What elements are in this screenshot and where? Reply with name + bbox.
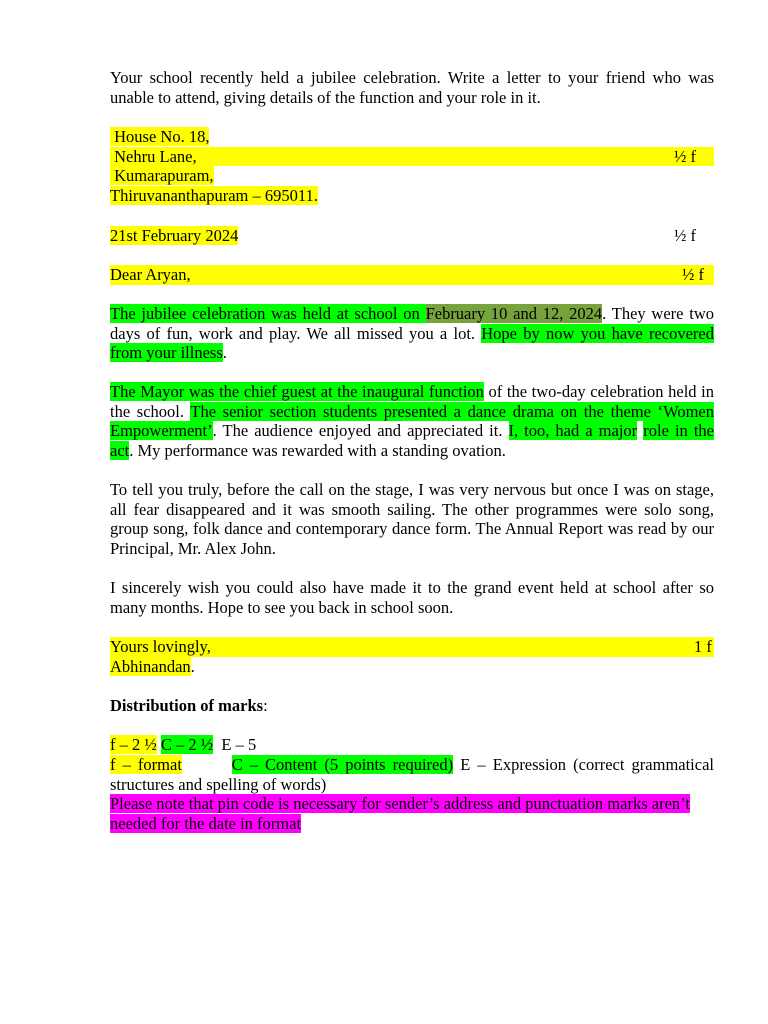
p1-text: . They were two days of fun, work and play. We all missed you a lot. <box>110 304 714 343</box>
signature-end: . <box>190 656 195 676</box>
p1-content-point-2: Hope by now you have recovered from your illness <box>110 323 714 363</box>
address-line-2-bar <box>110 147 714 167</box>
date-format-mark: ½ f <box>674 226 696 245</box>
salutation-format-mark: ½ f <box>682 265 704 284</box>
p2-text-3: . My performance was rewarded with a standing ovation. <box>129 440 506 460</box>
question-prompt <box>110 68 714 107</box>
address-line-3: Kumarapuram, <box>110 166 214 186</box>
p3-text: To tell you truly, before the call on the stage, I was very nervous but once I was on stage, all fear disappeared and it was smooth sailing. The other programmes were solo song, group song, folk dance and contemporary dance form. The Annual Report was read by our Principal, Mr. Alex John. <box>110 480 714 558</box>
p2-content-point-4: role in the act <box>110 421 714 460</box>
p1-end: . <box>222 343 227 363</box>
paragraph-1 <box>110 304 714 363</box>
p1-content-point: The jubilee celebration was held at school on <box>110 304 426 323</box>
expression-total: E – 5 <box>221 735 257 754</box>
closing <box>110 637 714 676</box>
content-definition: C – Content (5 points required) <box>231 755 454 774</box>
p2-text-2: . The audience enjoyed and appreciated it. <box>212 421 509 441</box>
p4-text: I sincerely wish you could also have made it to the grand event held at school after so many months. Hope to see you back in school soon. <box>110 578 714 617</box>
p2-text-1: of the two-day celebration held in the school. <box>110 382 714 421</box>
sender-address <box>110 127 714 205</box>
marks-heading-text: Distribution of marks <box>110 696 264 715</box>
paragraph-2 <box>110 382 714 460</box>
address-line-1: House No. 18, <box>110 127 210 146</box>
salutation-bar <box>110 265 714 285</box>
closing-text: Yours lovingly, <box>110 637 211 656</box>
p2-content-point-3: I, too, had a major <box>508 421 638 441</box>
marks-totals <box>110 735 714 755</box>
signature-name: Abhinandan <box>110 656 191 676</box>
address-format-mark: ½ f <box>674 146 696 166</box>
date-text: 21st February 2024 <box>110 226 239 245</box>
salutation <box>110 265 714 285</box>
content-total: C – 2 ½ <box>160 735 214 754</box>
marks-note <box>110 794 714 833</box>
note-text: Please note that pin code is necessary for sender’s address and punctuation marks aren’t needed for the date in format <box>110 794 690 833</box>
p1-event-dates: February 10 and 12, 2024 <box>425 304 603 323</box>
address-line-2: Nehru Lane, <box>110 146 197 166</box>
marks-definitions <box>110 755 714 794</box>
p2-content-point-2: The senior section students presented a dance drama on the theme ‘Women Empowerment’ <box>110 401 714 441</box>
letter-date <box>110 226 714 246</box>
format-definition: f – format <box>110 755 182 774</box>
marks-heading-colon: : <box>263 696 268 715</box>
format-total: f – 2 ½ <box>110 735 157 754</box>
p2-content-point-1: The Mayor was the chief guest at the inaugural function <box>110 382 484 401</box>
address-line-4: Thiruvananthapuram – 695011. <box>110 185 318 205</box>
question-text: Your school recently held a jubilee celebration. Write a letter to your friend who was unable to attend, giving details of the function and your role in it. <box>110 68 714 107</box>
marks-heading <box>110 696 714 716</box>
expression-definition: E – Expression (correct grammatical structures and spelling of words) <box>110 755 714 794</box>
salutation-text: Dear Aryan, <box>110 265 191 284</box>
paragraph-3 <box>110 480 714 558</box>
paragraph-4 <box>110 578 714 617</box>
closing-format-mark: 1 f <box>694 637 712 656</box>
closing-bar <box>110 637 714 657</box>
